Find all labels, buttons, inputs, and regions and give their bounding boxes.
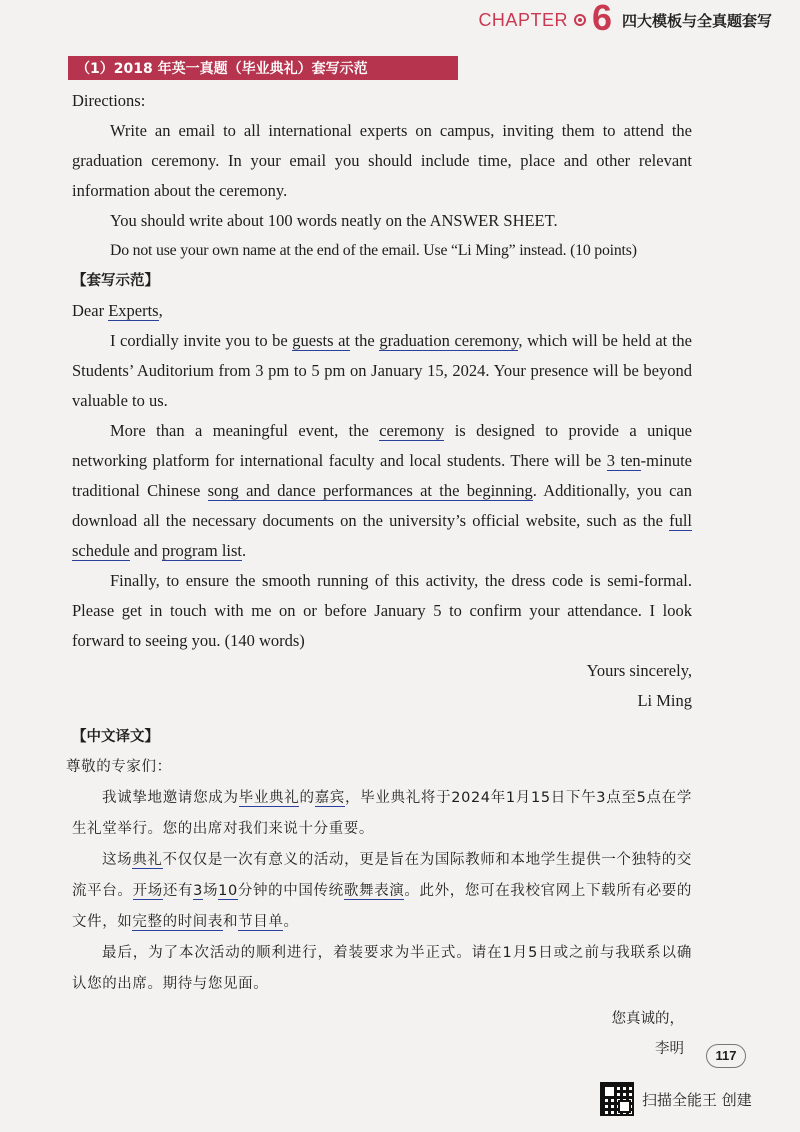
underlined-phrase: ceremony [379, 421, 445, 440]
translation-signature: 李明 [655, 1041, 684, 1057]
text-run: 不仅仅是一次有意义的活动，更是旨在为国际教师和本地学生提供一个独特的交流平台。 [72, 852, 693, 899]
text-run: the [350, 331, 380, 350]
translation-label: 【中文译文】 [72, 729, 159, 745]
page-number: 117 [706, 1044, 746, 1068]
text-run: . Additionally, you can download all the necessary documents on the university’s official website, such as the [72, 481, 692, 530]
underlined-phrase: 10 [218, 883, 238, 899]
qr-code-icon [600, 1082, 634, 1116]
text-run: ，毕业典礼将于2024年1月15日下午3点至5点在学生礼堂举行。您的出席对我们来说十分重要。 [72, 790, 692, 837]
text-run: 。 [283, 914, 299, 930]
text-run: More than a meaningful event, the [110, 421, 380, 440]
chapter-header [478, 0, 772, 38]
text-run: 。此外，您可在我校官网上下载所有必要的文件，如 [72, 883, 692, 930]
text-run: 和 [223, 914, 239, 930]
sample-paragraph-2 [72, 416, 692, 566]
sample-paragraph-3: Finally, to ensure the smooth running of this activity, the dress code is semi-formal. Please get in touch with me on or before January 5 to confirm your attendance. I look forward to seeing you. (140 words) [72, 571, 692, 650]
text-run: 场 [202, 883, 219, 899]
scanner-text: 扫描全能王 创建 [642, 1090, 752, 1109]
underlined-phrase: song and dance performances at the beginning [207, 481, 533, 500]
underlined-phrase: graduation ceremony [379, 331, 519, 350]
underlined-phrase: 嘉宾 [314, 790, 345, 806]
page-content [66, 86, 693, 1064]
text-run: 分钟的中国传统 [237, 883, 344, 899]
underlined-phrase: full schedule [72, 511, 692, 560]
translation-paragraph-3: 最后，为了本次活动的顺利进行，着装要求为半正式。请在1月5日或之前与我联系以确认您的出席。期待与您见面。 [72, 945, 692, 992]
salutation-comma: , [158, 301, 163, 320]
underlined-phrase: 毕业典礼 [238, 790, 300, 806]
text-run: -minute traditional Chinese [72, 451, 692, 500]
translation-body [66, 752, 693, 1000]
text-run: and [129, 541, 162, 560]
translation-paragraph-1 [72, 783, 692, 845]
translation-salutation: 尊敬的专家们： [66, 759, 172, 775]
translation-closing: 您真诚的， [611, 1011, 684, 1027]
target-dot-icon [574, 14, 586, 26]
chapter-label: CHAPTER [478, 9, 568, 30]
underlined-phrase: guests at [292, 331, 351, 350]
text-run: . [242, 541, 247, 560]
text-run: 还有 [162, 883, 194, 899]
text-run: is designed to provide a unique networking platform for international faculty and local students. There will be [72, 421, 692, 470]
underlined-phrase: 典礼 [132, 852, 163, 868]
sample-salutation [72, 296, 692, 326]
chapter-title: 四大模板与全真题套写 [621, 11, 772, 30]
directions-paragraph-1: Write an email to all international experts on campus, inviting them to attend the graduation ceremony. In your email you should include time, place and other relevant information about the ceremony. [72, 121, 692, 200]
underlined-phrase: 完整的时间表 [132, 914, 224, 930]
sample-signature: Li Ming [637, 691, 692, 710]
underlined-phrase: 歌舞表演 [343, 883, 405, 899]
text-run: I cordially invite you to be [110, 331, 293, 350]
underlined-phrase: 节目单 [238, 914, 284, 930]
translation-paragraph-2 [72, 845, 692, 938]
directions-paragraph-3: Do not use your own name at the end of the email. Use “Li Ming” instead. (10 points) [110, 242, 637, 259]
underlined-phrase: 开场 [132, 883, 163, 899]
chapter-number: 6 [591, 0, 612, 38]
text-run: , which will be held at the Students’ Auditorium from 3 pm to 5 pm on January 15, 2024. Your presence will be beyond valuable to us. [72, 331, 692, 410]
directions-heading: Directions: [72, 91, 146, 110]
sample-closing: Yours sincerely, [586, 661, 692, 680]
text-run: 的 [299, 790, 315, 806]
underlined-phrase: program list [161, 541, 243, 560]
underlined-phrase: Experts [108, 301, 159, 320]
sample-label: 【套写示范】 [72, 273, 159, 289]
salutation-text: Dear [72, 301, 109, 320]
underlined-phrase: 3 ten [606, 451, 641, 470]
directions-paragraph-2: You should write about 100 words neatly on the ANSWER SHEET. [110, 211, 558, 230]
underlined-phrase: 3 [193, 883, 203, 899]
scanner-watermark [600, 1082, 752, 1116]
text-run: 这场 [102, 852, 133, 868]
sample-paragraph-1 [72, 326, 692, 416]
text-run: 我诚挚地邀请您成为 [102, 790, 239, 806]
section-title-bar: （1）2018 年英一真题（毕业典礼）套写示范 [68, 56, 458, 80]
